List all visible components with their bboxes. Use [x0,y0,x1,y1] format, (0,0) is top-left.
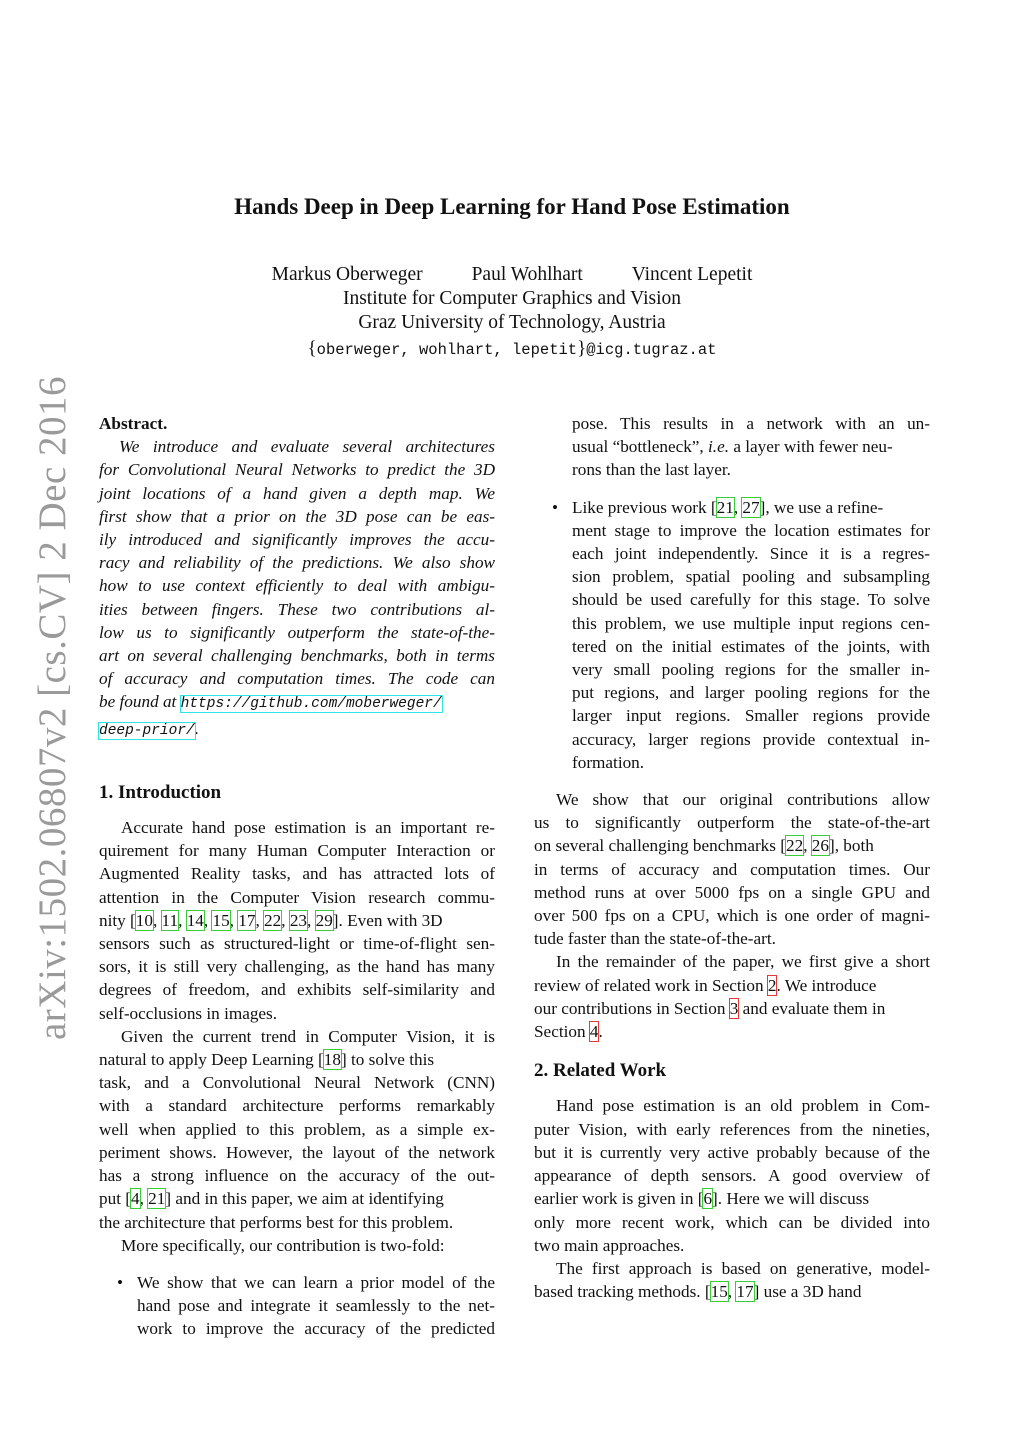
section-ref-link[interactable]: 3 [729,998,739,1018]
author-emails [0,338,1024,360]
citation-link[interactable]: 15 [710,1282,728,1302]
body-line: only more recent work, which can be divided into [534,1212,930,1232]
intro-line: More specifically, our contribution is two-fold: [121,1235,445,1255]
contribution-bullet-1 [99,1271,495,1341]
body-line: In the remainder of the paper, we first give a short [556,952,930,972]
citation-link[interactable]: 17 [238,910,256,930]
abstract-body [99,435,495,743]
abstract-line: low us to significantly outperform the state-of-the- [99,622,495,642]
section-heading-related-work: 2. Related Work [534,1060,667,1082]
citation-link[interactable]: 22 [264,910,282,930]
bullet-line: formation. [572,752,645,772]
body-line [534,1187,930,1210]
citation-link[interactable]: 4 [130,1189,140,1209]
body-line: us to significantly outperform the state-of-the-art [534,813,930,833]
bullet-line: should be used carefully for this stage. To solve [572,590,930,610]
intro-line: Accurate hand pose estimation is an important re- [121,818,495,838]
abstract-text: be found at [99,692,181,712]
bullet-line: this problem, we use multiple input regions cen- [572,613,930,633]
text: Section [534,1022,590,1042]
text: ] use a 3D hand [753,1282,862,1302]
citation-link[interactable]: 23 [289,910,308,930]
citation-link[interactable]: 26 [811,836,829,856]
abstract-line: racy and reliability of the predictions. We also show [99,553,495,573]
bullet-line: We show that we can learn a prior model of the [137,1272,495,1292]
abstract-line: We introduce and evaluate several architectures [119,437,495,457]
abstract-line: joint locations of a hand given a depth map. We [99,483,495,503]
body-line [534,1020,930,1043]
text: put [ [99,1189,131,1209]
abstract-line [99,690,495,716]
text: ] to solve this [340,1050,435,1070]
intro-line: quirement for many Human Computer Interaction or [99,841,495,861]
citation-link[interactable]: 11 [161,910,179,930]
intro-line: degrees of freedom, and exhibits self-similarity and [99,980,495,1000]
body-line: over 500 fps on a CPU, which is one order of magni- [534,906,930,926]
text: usual “bottleneck”, [572,437,709,457]
intro-line: attention in the Computer Vision research commu- [99,887,495,907]
bullet-line: rons than the last layer. [572,460,731,480]
citation-link[interactable]: 14 [186,910,204,930]
author-name: Vincent Lepetit [631,264,753,285]
intro-line: well when applied to this problem, as a simple ex- [99,1119,495,1139]
body-line: tude faster than the state-of-the-art. [534,929,776,949]
abstract-line: for Convolutional Neural Networks to predict the 3D [99,460,495,480]
text [99,1048,434,1071]
body-line: Hand pose estimation is an old problem in Com- [556,1096,930,1116]
abstract-line: ities between fingers. These two contributions al- [99,599,495,619]
citation-link[interactable]: 29 [315,910,333,930]
text: a layer with fewer neu- [729,437,893,457]
bullet-line: pose. This results in a network with an un- [572,414,930,433]
bullet-line: very small pooling regions for the smaller in- [572,660,930,680]
intro-line: task, and a Convolutional Neural Network (CNN) [99,1073,495,1093]
body-line [534,997,930,1020]
bullet-line: larger input regions. Smaller regions provide [572,706,930,726]
abstract-line: how to use context efficiently to deal with ambigu- [99,576,495,596]
text: based tracking methods. [ [534,1282,711,1302]
intro-line [99,1048,495,1071]
abstract-line [99,717,495,743]
abstract-text: . [194,718,200,738]
bullet-line: put regions, and larger pooling regions for the [572,683,930,703]
author-name: Markus Oberweger [271,264,423,285]
text: . We introduce [776,975,877,995]
citation-link[interactable]: 15 [212,910,230,930]
intro-line: has a strong influence on the accuracy of the out- [99,1166,495,1186]
abstract-line: ily introduced and significantly improves the accu- [99,530,495,550]
intro-line: put [4, 21] and in this paper, we aim at identifying [99,1189,444,1209]
contribution-bullet-1-continued [534,412,930,482]
text: i.e. [708,437,730,457]
text: ], we use a refine- [759,497,884,517]
abstract-line: art on several challenging benchmarks, both in terms [99,646,495,666]
intro-line-citations: nity [10, 11, 14, 15, 17, 22, 23, 29]. Even with 3D [99,910,443,930]
citation-link[interactable]: 21 [148,1189,166,1209]
bullet-icon: • [117,1272,124,1292]
text: nity [ [99,910,136,930]
affiliation-university: Graz University of Technology, Austria [358,312,666,333]
abstract-heading: Abstract. [99,414,168,433]
email-names: oberweger, wohlhart, lepetit [316,341,578,359]
bullet-line: tered on the initial estimates of the joints, with [572,636,930,656]
email-close-brace: } [577,338,587,359]
bullet-line: accuracy, larger regions provide contextual in- [572,729,930,749]
body-line: based tracking methods. [15, 17] use a 3D hand [534,1282,862,1302]
author-name: Paul Wohlhart [471,264,583,285]
text: Like previous work [ [572,497,717,517]
bullet-line: Like previous work [21, 27], we use a refine- [572,497,884,517]
intro-line: Given the current trend in Computer Vision, it is [121,1026,495,1046]
citation-link[interactable]: 17 [736,1282,754,1302]
body-line: method runs at over 5000 fps on a single GPU and [534,882,930,902]
bullet-line [572,435,930,458]
bullet-line: each joint independently. Since it is a regres- [572,544,930,564]
intro-line: self-occlusions in images. [99,1003,278,1023]
code-url-link[interactable]: https://github.com/moberweger/ [180,696,442,713]
bullet-icon: • [552,497,559,517]
citation-link[interactable]: 22 [786,836,804,856]
text: earlier work is given in [ [534,1189,704,1209]
citation-link[interactable]: 10 [135,910,153,930]
intro-line: sensors such as structured-light or time-of-flight sen- [99,934,495,954]
section-heading-introduction: 1. Introduction [99,781,222,803]
text: our contributions in Section [534,998,730,1018]
intro-line: the architecture that performs best for this problem. [99,1212,454,1232]
body-line: two main approaches. [534,1235,685,1255]
bullet-line: hand pose and integrate it seamlessly to the net- [137,1296,495,1316]
text: review of related work in Section [534,975,768,995]
arxiv-identifier-stamp: arXiv:1502.06807v2 [cs.CV] 2 Dec 2016 [31,375,74,1040]
code-url-link-continued[interactable]: deep-prior/ [99,722,195,739]
citation-link[interactable]: 6 [703,1189,713,1209]
body-line: The first approach is based on generative, model- [556,1258,930,1278]
paper-title: Hands Deep in Deep Learning for Hand Pose Estimation [234,194,790,219]
body-line: We show that our original contributions allow [556,790,930,810]
intro-line: sors, it is still very challenging, as the hand has many [99,957,495,977]
section-ref-link[interactable]: 2 [767,975,777,995]
bullet-line: sion problem, spatial pooling and subsampling [572,567,930,587]
text: ], both [828,836,874,856]
body-line: in terms of accuracy and computation times. Our [534,859,930,879]
body-line [534,974,930,997]
text: ] and in this paper, we aim at identifying [165,1189,444,1209]
body-line: but it is currently very active probably because of the [534,1142,930,1162]
text: ]. Even with 3D [332,910,443,930]
bullet-line: ment stage to improve the location estimates for [572,520,930,540]
citation-link[interactable]: 27 [742,497,760,517]
text: ]. Here we will discuss [712,1189,870,1209]
bullet-line: work to improve the accuracy of the predicted [137,1319,495,1339]
text: . [598,1022,603,1042]
intro-line: with a standard architecture performs remarkably [99,1096,495,1116]
right-column [534,412,930,1303]
abstract-line: first show that a prior on the 3D pose can be eas- [99,506,495,526]
intro-line: periment shows. However, the layout of the network [99,1142,495,1162]
body-line: puter Vision, with early references from the nineties, [534,1119,930,1139]
body-line: on several challenging benchmarks [22, 26], both [534,836,874,856]
text: and evaluate them in [738,998,886,1018]
affiliation-institute: Institute for Computer Graphics and Vision [342,288,682,309]
email-open-brace: { [307,338,317,359]
left-column [99,412,495,1341]
text: natural to apply Deep Learning [ [99,1050,324,1070]
abstract-line: of accuracy and computation times. The code can [99,669,495,689]
intro-line: Augmented Reality tasks, and has attracted lots of [99,864,495,884]
citation-link[interactable]: 21 [716,497,734,517]
contribution-bullet-2 [534,496,930,774]
citation-link[interactable]: 18 [323,1050,341,1070]
text: on several challenging benchmarks [ [534,836,786,856]
section-ref-link[interactable]: 4 [589,1022,599,1042]
author-list [0,264,1024,286]
body-line: appearance of depth sensors. A good overview of [534,1166,930,1186]
email-domain: @icg.tugraz.at [586,341,717,359]
